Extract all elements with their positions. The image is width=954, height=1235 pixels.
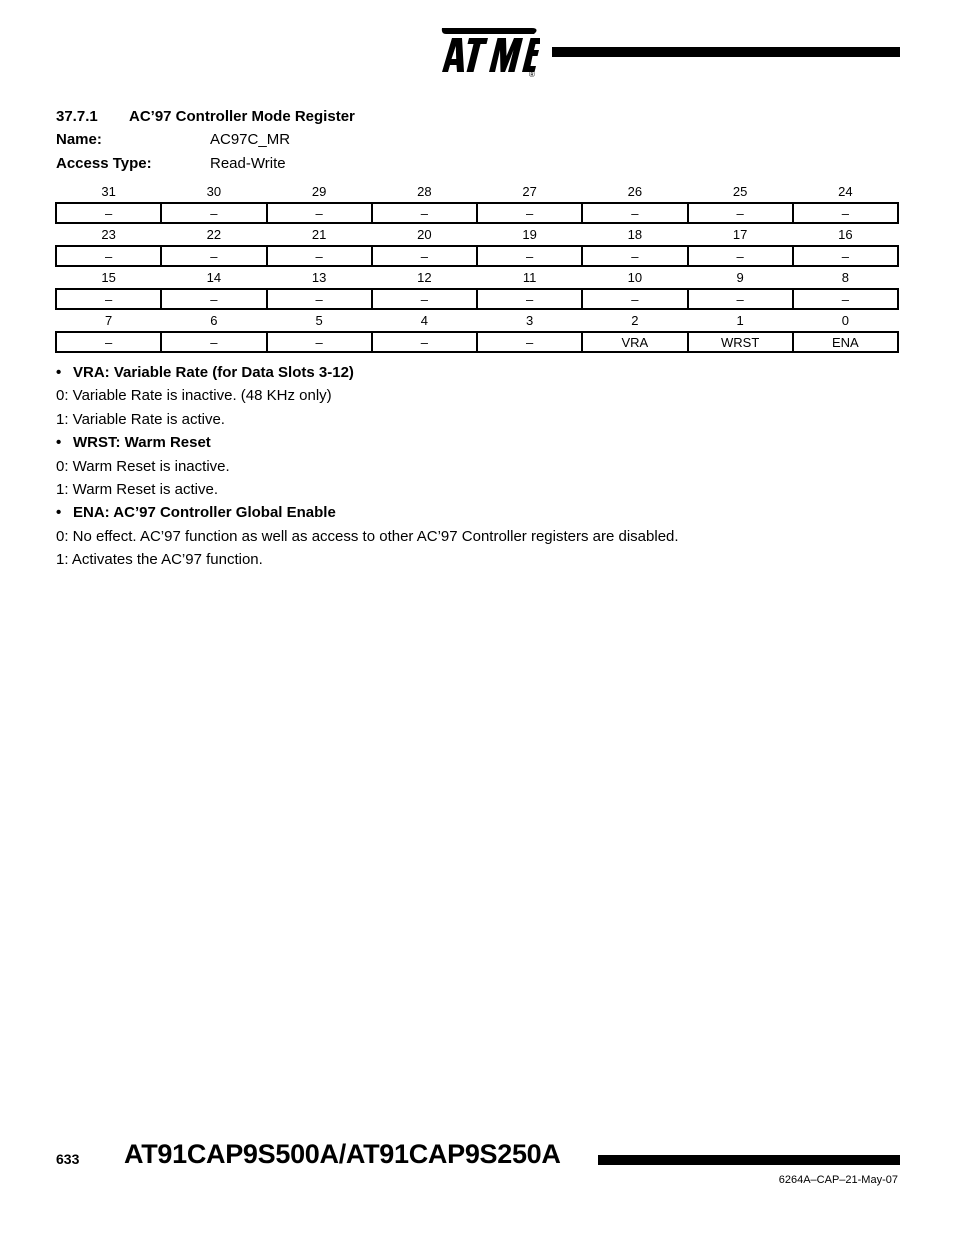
footer-rule: [598, 1155, 900, 1165]
bit-field: –: [56, 246, 161, 266]
bit-field: –: [582, 289, 687, 309]
register-name-label: Name:: [56, 131, 102, 148]
section-heading: [56, 108, 355, 125]
bit-number: 10: [627, 270, 643, 285]
bit-number-row: [56, 223, 898, 246]
bit-number-row: [56, 181, 898, 203]
bullet-icon: •: [56, 364, 62, 381]
bit-field: –: [793, 203, 898, 223]
bit-field: –: [372, 246, 477, 266]
bullet-icon: •: [56, 504, 62, 522]
atmel-logo: [438, 28, 540, 78]
access-type-value: Read-Write: [210, 155, 286, 172]
bit-number: 16: [838, 227, 853, 242]
description-line: 1: Warm Reset is active.: [56, 480, 218, 498]
bit-number-row: [56, 266, 898, 289]
register-name-line: [56, 131, 290, 148]
bit-number: 23: [101, 227, 116, 242]
description-line: 0: No effect. AC’97 function as well as access to other AC’97 Controller registers are disabled.: [56, 527, 679, 545]
document-title: AT91CAP9S500A/AT91CAP9S250A: [124, 1139, 561, 1169]
bit-number: 25: [732, 184, 748, 199]
bit-field: –: [161, 332, 266, 352]
field-descriptions: [56, 363, 679, 574]
page-number: 633: [56, 1151, 80, 1167]
field-heading-ena: • ENA: AC’97 Controller Global Enable: [56, 504, 336, 522]
bit-number: 1: [736, 313, 744, 328]
bit-number: 17: [732, 227, 748, 242]
register-access-line: [56, 155, 286, 172]
bit-field: –: [56, 289, 161, 309]
bit-number: 5: [315, 313, 323, 328]
bit-number: 15: [101, 270, 116, 285]
bit-field: –: [161, 246, 266, 266]
bit-number: 29: [311, 184, 327, 199]
bit-number: 13: [311, 270, 327, 285]
description-line: 0: Variable Rate is inactive. (48 KHz only): [56, 387, 332, 405]
bit-number: 8: [841, 270, 849, 285]
bit-number: 7: [105, 313, 113, 328]
bit-number: 26: [627, 184, 643, 199]
bit-field: –: [372, 203, 477, 223]
bit-field: –: [477, 246, 582, 266]
bit-field-row: [56, 203, 898, 223]
bit-field: –: [688, 246, 793, 266]
bit-field: –: [688, 289, 793, 309]
bit-field: –: [372, 332, 477, 352]
bit-number: 21: [311, 227, 327, 242]
field-heading-wrst: • WRST: Warm Reset: [56, 434, 211, 452]
bit-number: 2: [631, 313, 639, 328]
access-type-label: Access Type:: [56, 155, 152, 172]
bit-field-wrst: WRST: [688, 332, 793, 352]
bit-number: 19: [522, 227, 537, 242]
bit-field: –: [688, 203, 793, 223]
bit-field: –: [267, 289, 372, 309]
section-number: 37.7.1: [56, 108, 98, 125]
section-title: AC’97 Controller Mode Register: [129, 108, 355, 125]
bit-number: 11: [522, 270, 537, 285]
bit-number: 27: [522, 184, 537, 199]
bit-field: –: [477, 289, 582, 309]
bit-number: 18: [627, 227, 643, 242]
bit-field-row: [56, 289, 898, 309]
bit-field-row: [56, 332, 898, 352]
header-rule: [552, 47, 900, 57]
document-reference: 6264A–CAP–21-May-07: [778, 1174, 898, 1186]
bit-field: –: [267, 203, 372, 223]
bit-field: –: [582, 246, 687, 266]
bit-number: 3: [526, 313, 534, 328]
bit-field: –: [56, 203, 161, 223]
bit-field: –: [793, 246, 898, 266]
description-line: 1: Activates the AC’97 function.: [56, 551, 263, 569]
bit-number: 0: [841, 313, 849, 328]
bit-number: 9: [736, 270, 744, 285]
bit-field: –: [161, 289, 266, 309]
bit-number: 20: [417, 227, 432, 242]
bit-number-row: [56, 309, 898, 332]
description-line: 0: Warm Reset is inactive.: [56, 457, 230, 475]
bit-field: –: [372, 289, 477, 309]
field-heading-vra: • VRA: Variable Rate (for Data Slots 3-12): [56, 364, 354, 381]
bit-number: 28: [417, 184, 432, 199]
bit-field: –: [477, 332, 582, 352]
bit-field: –: [267, 246, 372, 266]
bit-number: 31: [101, 184, 116, 199]
bit-field: –: [477, 203, 582, 223]
bit-number: 6: [210, 313, 218, 328]
bit-field: –: [793, 289, 898, 309]
bit-field-vra: VRA: [582, 332, 687, 352]
register-bit-table: [55, 181, 899, 353]
bit-field: –: [267, 332, 372, 352]
bit-number: 24: [838, 184, 853, 199]
description-line: 1: Variable Rate is active.: [56, 410, 225, 428]
bit-field: –: [161, 203, 266, 223]
bit-number: 30: [206, 184, 222, 199]
bit-number: 4: [420, 313, 428, 328]
bit-field: –: [56, 332, 161, 352]
bit-number: 12: [417, 270, 432, 285]
bit-field-ena: ENA: [793, 332, 898, 352]
bit-field: –: [582, 203, 687, 223]
registered-mark: ®: [529, 70, 535, 78]
register-name-value: AC97C_MR: [210, 131, 291, 148]
bit-number: 14: [206, 270, 222, 285]
bit-field-row: [56, 246, 898, 266]
bit-number: 22: [206, 227, 222, 242]
bullet-icon: •: [56, 434, 62, 452]
